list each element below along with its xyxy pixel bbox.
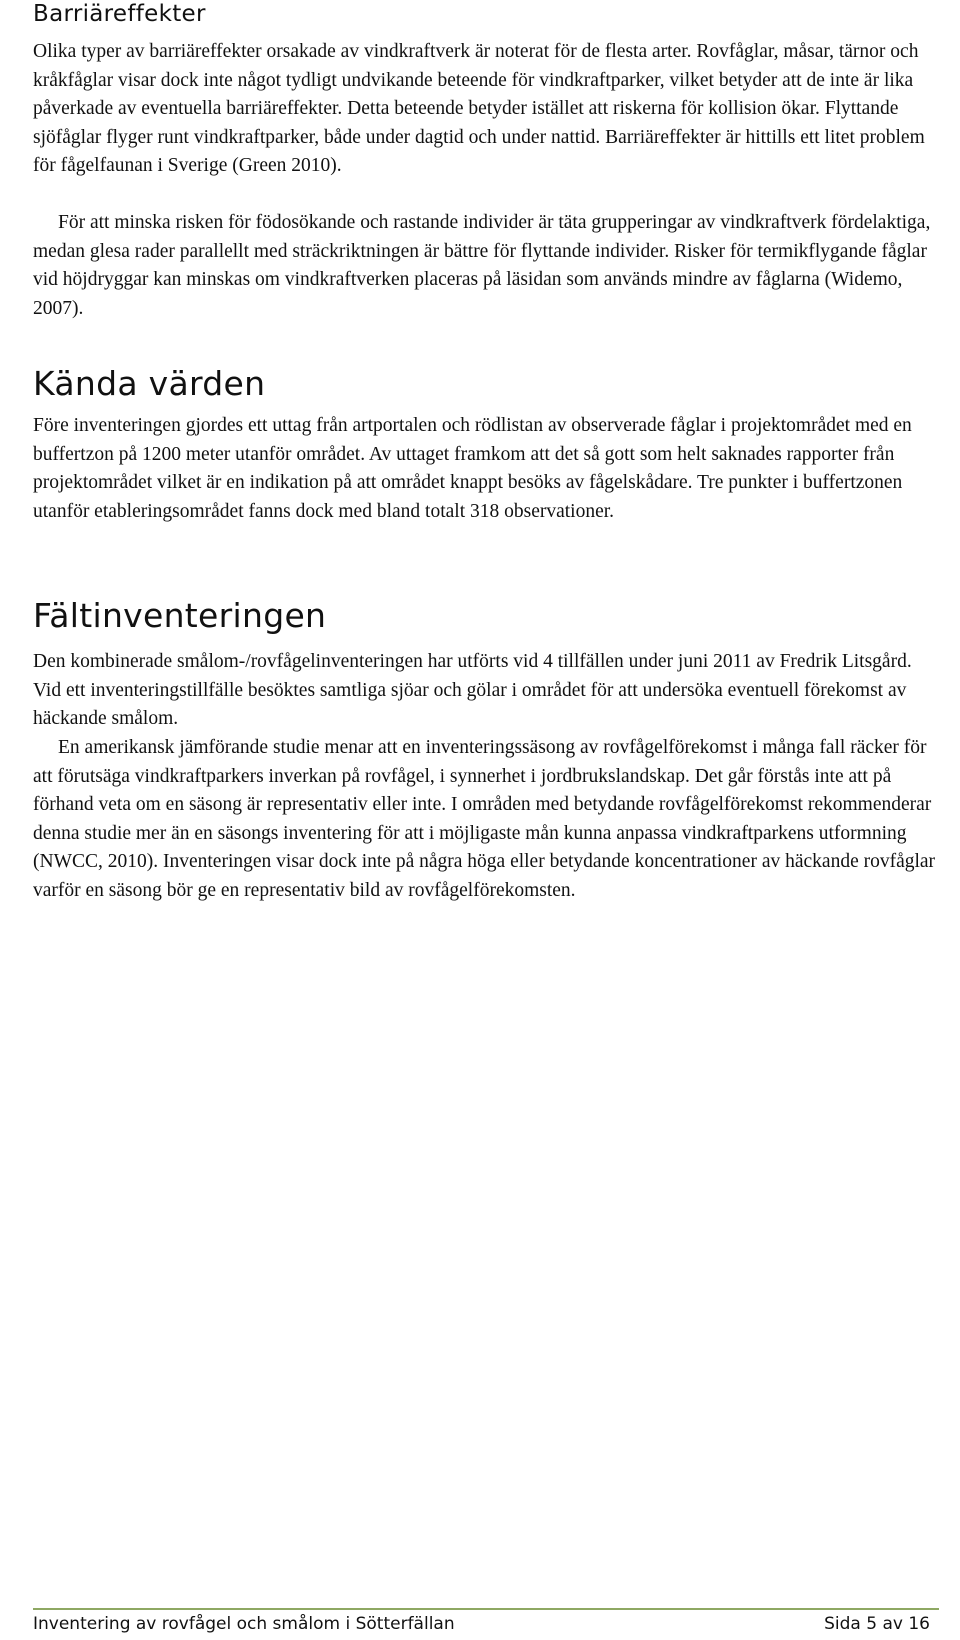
footer-divider: [33, 1608, 939, 1610]
section-heading-barriareffekter: Barriäreffekter: [33, 1, 206, 27]
paragraph-kanda-varden: Före inventeringen gjordes ett uttag från artportalen och rödlistan av observerade fåglar i projektområdet med en buffertzon på 1200 meter utanför området. Av uttaget framkom att det så gott som helt saknades rapporter från projektområdet vilket är en indikation på att området knappt besöks av fågelskådare. Tre punkter i buffertzonen utanför etableringsområdet fanns dock med bland totalt 318 observationer.: [33, 415, 912, 522]
paragraph-barriareffekter-2: För att minska risken för födosökande och rastande individer är täta grupperingar av vindkraftverk fördelaktiga, medan glesa rader parallellt med sträckriktningen är bättre för flyttande individer. Risker för termikflygande fåglar vid höjdryggar kan minskas om vindkraftverken placeras på läsidan som används mindre av fåglarna (Widemo, 2007).: [33, 212, 931, 319]
section-heading-faltinventeringen: Fältinventeringen: [33, 596, 327, 635]
footer-page-number: Sida 5 av 16: [824, 1614, 930, 1634]
paragraph-faltinventeringen-1: Den kombinerade smålom-/rovfågelinventeringen har utförts vid 4 tillfällen under juni 2011 av Fredrik Litsgård. Vid ett inventeringstillfälle besöktes samtliga sjöar och gölar i området för att undersöka eventuell förekomst av häckande smålom.: [33, 651, 912, 729]
footer-document-title: Inventering av rovfågel och smålom i Sötterfällan: [33, 1614, 455, 1634]
paragraph-faltinventeringen-2: En amerikansk jämförande studie menar att en inventeringssäsong av rovfågelförekomst i många fall räcker för att förutsäga vindkraftparkers inverkan på rovfågel, i synnerhet i jordbrukslandskap. Det går förstås inte att på förhand veta om en säsong är representativ eller inte. I områden med betydande rovfågelförekomst rekommenderar denna studie mer än en säsongs inventering för att i möjligaste mån kunna anpassa vindkraftparkens utformning (NWCC, 2010). Inventeringen visar dock inte på några höga eller betydande koncentrationer av häckande rovfåglar varför en säsong bör ge en representativ bild av rovfågelförekomsten.: [33, 737, 936, 901]
paragraph-barriareffekter-1: Olika typer av barriäreffekter orsakade av vindkraftverk är noterat för de flesta arter. Rovfåglar, måsar, tärnor och kråkfåglar visar dock inte något tydligt undvikande beteende för vindkraftparker, vilket betyder att de inte är lika påverkade av eventuella barriäreffekter. Detta beteende betyder istället att riskerna för kollision ökar. Flyttande sjöfåglar flyger runt vindkraftparker, både under dagtid och under nattid. Barriäreffekter är hittills ett litet problem för fågelfaunan i Sverige (Green 2010).: [33, 41, 925, 176]
section-heading-kanda-varden: Kända värden: [33, 364, 266, 403]
